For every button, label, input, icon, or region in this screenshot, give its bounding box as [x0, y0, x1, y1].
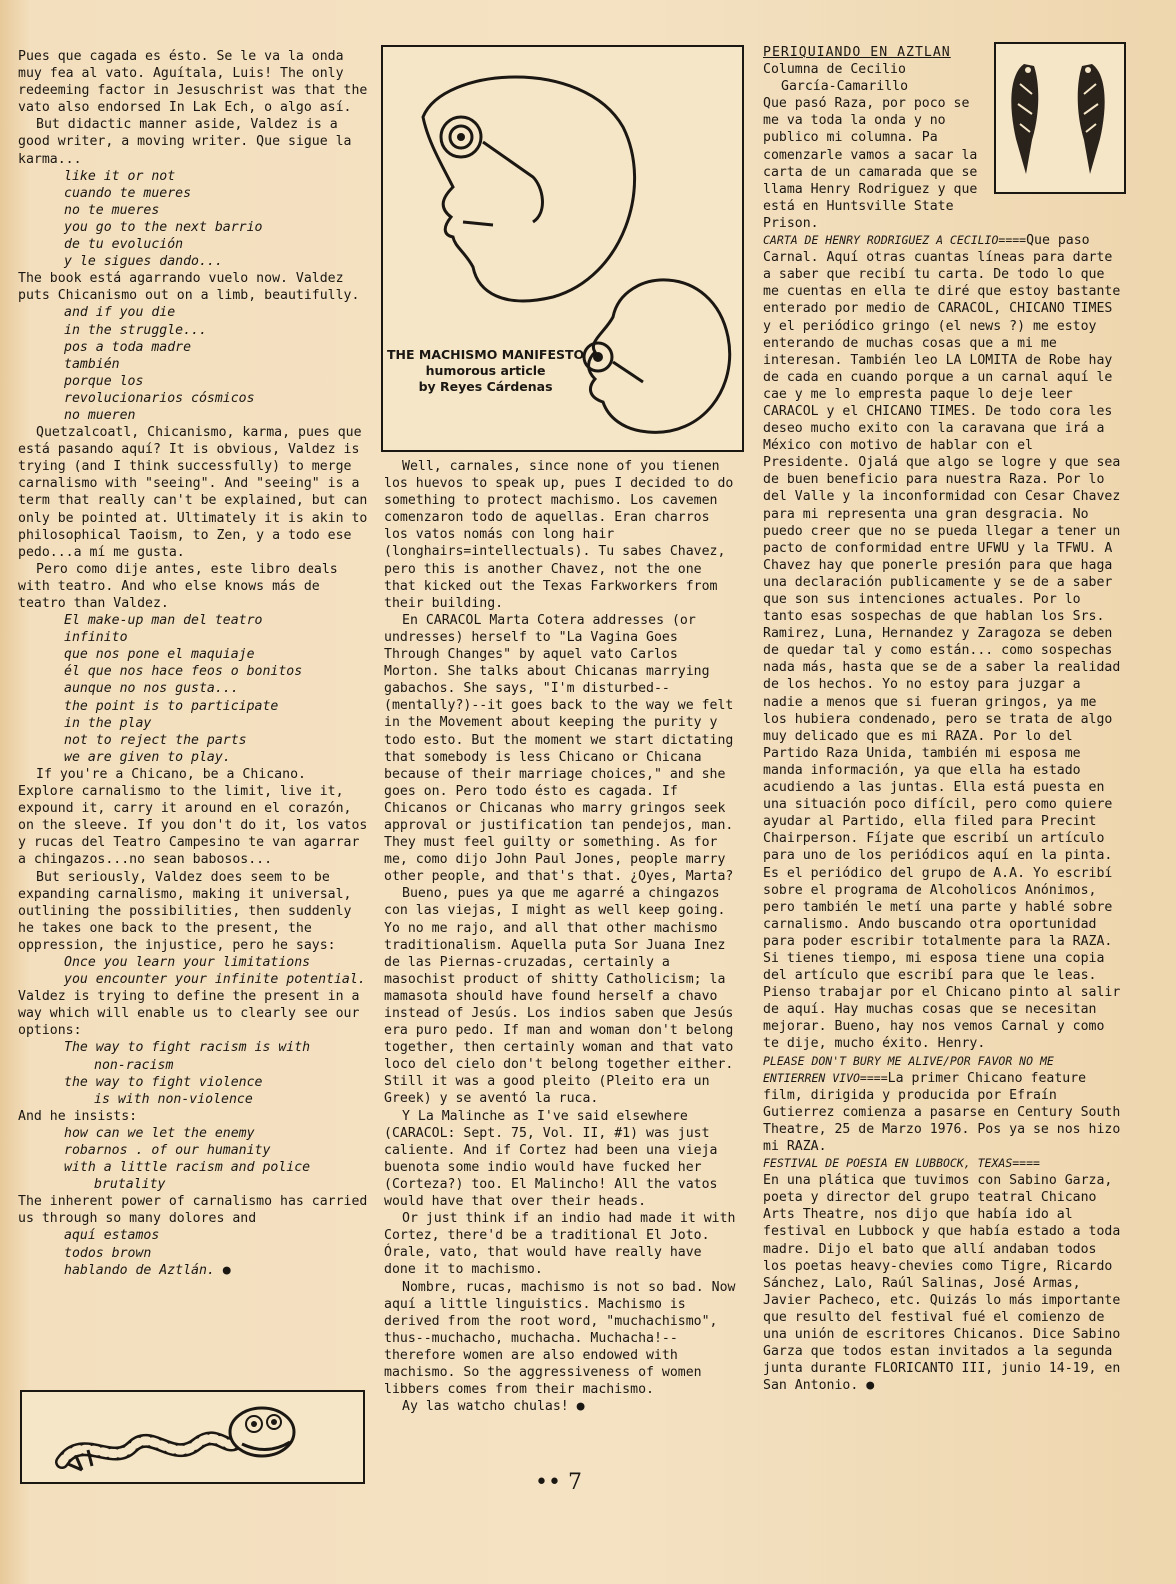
poem-line: Once you learn your limitations [64, 954, 311, 970]
column-2 [384, 458, 736, 1415]
poem-line: infinito [64, 630, 128, 646]
poem-line: you encounter your infinite potential. [64, 972, 366, 988]
page-number: •• 7 [535, 1470, 582, 1495]
poem-excerpt [18, 1039, 368, 1107]
poem-line: in the play [64, 715, 152, 731]
serpent-illustration [20, 1390, 365, 1484]
poem-line: y le sigues dando... [64, 254, 223, 270]
illustration-caption [387, 347, 584, 395]
page-number-value: 7 [567, 1470, 582, 1495]
byline: Columna de Cecilio [763, 62, 906, 78]
poem-line: aunque no nos gusta... [64, 681, 239, 697]
poem-line: que nos pone el maquiaje [64, 647, 255, 663]
caption-author: by Reyes Cárdenas [418, 379, 553, 394]
paragraph: Que pasó Raza, por poco se me va toda la onda y no publico mi columna. Pa comenzarle vamos a sacar la carta de un camarada que se llama Henry Rodriguez y que está en Huntsville State Prison. [763, 96, 978, 231]
column-heading: PERIQUIANDO EN AZTLAN [763, 45, 951, 60]
poem-line: de tu evolución [64, 237, 184, 253]
poem-excerpt [18, 954, 368, 988]
poem-line: is with non-violence [94, 1091, 253, 1107]
section-lead: PLEASE DON'T BURY ME ALIVE/POR FAVOR NO ME ENTIERREN VIVO==== [763, 1053, 1054, 1085]
poem-line: brutality [94, 1177, 166, 1193]
poem-line: aquí estamos [64, 1228, 160, 1244]
poem-line: porque los [64, 373, 144, 389]
paragraph: Valdez is trying to define the present in a way which will enable us to clearly see our options: [18, 989, 360, 1039]
poem-excerpt [18, 1125, 368, 1193]
poem-line: todos brown [64, 1245, 152, 1261]
poem-line: like it or not [64, 168, 176, 184]
poem-line: the way to fight violence [64, 1074, 263, 1090]
paragraph-text: La primer Chicano feature film, dirigida y producida por Efraín Gutierrez comienza a pasarse en Century South Theatre, 25 de Marzo 1976. Pos ya se nos hizo mi RAZA. [763, 1070, 1121, 1154]
poem-line: the point is to participate [64, 698, 279, 714]
paragraph: Ay las watcho chulas! ● [402, 1399, 585, 1415]
poem-line: no mueren [64, 407, 136, 423]
paragraph: Pues que cagada es ésto. Se le va la onda muy fea al vato. Aguítala, Luis! The only redeeming factor in Jesuschrist was that the vato also endorsed In Lak Ech, o algo así. [18, 49, 368, 116]
paragraph: And he insists: [18, 1108, 138, 1124]
paragraph: The book está agarrando vuelo now. Valdez puts Chicanismo out on a limb, beautifully. [18, 271, 360, 304]
paragraph: Quetzalcoatl, Chicanismo, karma, pues que está pasando aquí? It is obvious, Valdez is trying (and I think successfully) to merge carnalismo with "seeing". And "seeing" is a term that really can't be explained, but can only be pointed at. Ultimately it is akin to philosophical Taoism, to Zen, y a todo ese pedo...a mí me gusta. [18, 425, 368, 560]
paragraph: If you're a Chicano, be a Chicano. Explore carnalismo to the limit, live it, expound it, carry it around en el corazón, on the sleeve. If you don't do it, los vatos y rucas del Teatro Campesino te van agarrar a chingazos...no sean babosos... [18, 766, 368, 868]
paragraph: En CARACOL Marta Cotera addresses (or undresses) herself to "La Vagina Goes Through Changes" by aquel vato Carlos Morton. She talks about Chicanas marrying gabachos. She says, "I'm disturbed--(mentally?)--it goes back to the way we felt in the Movement about keeping the purity y todo esto. But the moment we start dictating that somebody is less Chicano or Chicana because of their marriage choices," and she goes on. Pero todo ésto es cagada. If Chicanos or Chicanas who marry gringos seek approval or justification tan pendejos, man. They must feel guilty or something. As for me, como dijo John Paul Jones, people marry other people, and that's that. ¿Oyes, Marta? [384, 612, 734, 885]
column-3 [763, 44, 1123, 1394]
machismo-manifesto-illustration [381, 45, 744, 452]
section-lead: FESTIVAL DE POESIA EN LUBBOCK, TEXAS==== [763, 1156, 1040, 1171]
poem-line: cuando te mueres [64, 185, 192, 201]
poem-excerpt [18, 168, 368, 271]
poem-line: non-racism [94, 1057, 174, 1073]
paragraph: Pero como dije antes, este libro deals with teatro. And who else knows más de teatro than Valdez. [18, 561, 338, 611]
poem-line: revolucionarios cósmicos [64, 390, 255, 406]
poem-line: también [64, 356, 120, 372]
poem-excerpt [18, 304, 368, 424]
poem-line: él que nos hace feos o bonitos [64, 664, 303, 680]
poem-line: pos a toda madre [64, 339, 192, 355]
poem-line: with a little racism and police [64, 1160, 311, 1176]
caption-subtitle: humorous article [425, 363, 546, 378]
byline: García-Camarillo [781, 79, 909, 95]
paragraph: Nombre, rucas, machismo is not so bad. Now aquí a little linguistics. Machismo is derived from the root word, "muchachismo", thus--muchacho, muchacha. Muchacha!--therefore women are also endowed with machismo. So the aggressiveness of women libbers comes from their machismo. [384, 1279, 736, 1398]
poem-line: and if you die [64, 305, 176, 321]
paragraph: Well, carnales, since none of you tienen los huevos to speak up, pues I decided to do something to protect machismo. Los cavemen comenzaron todo de aquellas. Eran charros los vatos nomás con long hair (longhairs=intellectuals). Tu sabes Chavez, pero this is another Chavez, not the one that kicked out the Texas Farkworkers from their building. [384, 459, 734, 611]
poem-line: El make-up man del teatro [64, 613, 263, 629]
caption-title: THE MACHISMO MANIFESTO [387, 347, 585, 362]
poem-line: how can we let the enemy [64, 1125, 255, 1141]
poem-line: we are given to play. [64, 749, 231, 765]
paragraph: Or just think if an indio had made it with Cortez, there'd be a traditional El Joto. Órale, vato, that would have really have done it to machismo. [384, 1211, 736, 1278]
paragraph: But seriously, Valdez does seem to be expanding carnalismo, making it universal, outlining the possibilities, then suddenly he takes one back to the present, the oppression, the injustice, pero he says: [18, 869, 352, 953]
paragraph-text: Que paso Carnal. Aquí otras cuantas líneas para darte a saber que recibí tu carta. De todo lo que me cuentas en ella te diré que estoy bastante enterado por medio de CARACOL, CHICANO TIMES y el periódico gringo (el news ?) me estoy enterando de muchas cosas que a mi me interesan. También leo LA LOMITA de Robe hay de cada en cuando porque a un carnal aquí le cae y me lo empresta paque lo deje leer CARACOL y el CHICANO TIMES. De todo cora les deseo mucho exito con la caravana que irá a México con motivo de hablar con el Presidente. Ojalá que algo se logre y que sea de buen beneficio para nuestra Raza. Por lo del Valle y la inconformidad con Cesar Chavez para mi representa una gran desgracia. No puedo creer que no se pueda llegar a tener un pacto de conformidad entre UFWU y la TFWU. A Chavez hay que ponerle presión para que haga una declaración publicamente y se de a saber que son sus intenciones actuales. Por lo tanto esas sospechas de que hablan los Srs. Ramirez, Luna, Hernandez y Zaragoza se deben de quedar tal y como están... como sospechas nada más, hasta que se de a saber la realidad de los hechos. Yo no estoy para juzgar a nadie a menos que si fueran gringos, ya me los hubiera condenado, pero se trata de algo muy delicado que es mi RAZA. Por lo del Partido Raza Unida, también mi esposa me manda información, ya que ella ha estado acudiendo a las juntas. Ella está puesta en una situación poco difícil, pero como quiere ayudar al Partido, ella filed para Precint Chairperson. Fíjate que escribí un artículo para uno de los periódicos aquí en la pinta. Es el periódico del grupo de A.A. Yo escribí sobre el programa de Alcoholicos Anónimos, pero también le metí una parte y hablé sobre carnalismo. Ando buscando otra oportunidad para poder escribir totalmente para la RAZA. Si tienes tiempo, mi esposa tiene una copia del artículo que escribí para que le leas. Pienso trabajar por el Chicano pinto al salir de aquí. Hay muchas cosas que se necesitan mejorar. Bueno, hay nos vemos Carnal y como te dije, mucho éxito. Henry. [763, 233, 1121, 1052]
paragraph-text: En una plática que tuvimos con Sabino Garza, poeta y director del grupo teatral Chicano Arts Theatre, nos dijo que había ido al festival en Lubbock y que había estado a toda madre. Dijo el bato que allí andaban todos los poetas heavy-chevies como Tigre, Ricardo Sánchez, Lalo, Raúl Salinas, José Armas, Javier Pacheco, etc. Quizás lo más importante que resulto del festival fué el comienzo de una unión de escritores Chicanos. Dice Sabino Garza que todos estan invitados a la segunda junta durante FLORICANTO III, junio 14-19, en San Antonio. ● [763, 1173, 1121, 1394]
poem-line: robarnos . of our humanity [64, 1143, 271, 1158]
column-1 [18, 48, 368, 1279]
poem-excerpt [18, 612, 368, 766]
poem-line: The way to fight racism is with [64, 1040, 311, 1056]
paragraph [763, 1155, 1123, 1394]
poem-line: in the struggle... [64, 322, 207, 338]
paragraph: Bueno, pues ya que me agarré a chingazos con las viejas, I might as well keep going. Yo no me rajo, and all that other machismo traditionalism. Aquella puta Sor Juana Inez de las Piernas-cruzadas, certainly a masochist product of shitty Catholicism; la mamasota should have found herself a chavo instead of Jesús. Los indios saben que Jesús era puro pedo. If man and woman don't belong together, then certainly woman and that vato loco del cielo don't belong together either. Still it was a good pleito (Pleito era un Greek) y se aventó la ruca. [384, 886, 734, 1107]
section-lead: CARTA DE HENRY RODRIGUEZ A CECILIO==== [763, 233, 1027, 248]
poem-line: you go to the next barrio [64, 219, 263, 235]
poem-line: not to reject the parts [64, 732, 247, 748]
paragraph [763, 232, 1123, 1053]
poem-line: hablando de Aztlán. ● [64, 1262, 231, 1278]
poem-line: no te mueres [64, 202, 160, 218]
paragraph: The inherent power of carnalismo has carried us through so many dolores and [18, 1194, 368, 1227]
paragraph: But didactic manner aside, Valdez is a good writer, a moving writer. Que sigue la karma... [18, 117, 352, 167]
poem-excerpt [18, 1227, 368, 1278]
paragraph: Y La Malinche as I've said elsewhere (CARACOL: Sept. 75, Vol. II, #1) was just caliente. And if Cortez had been una vieja buenota some indio would have fucked her (Corteza?) too. El Malincho! All the vatos would have that over their heads. [384, 1108, 718, 1210]
paragraph [763, 1053, 1123, 1156]
